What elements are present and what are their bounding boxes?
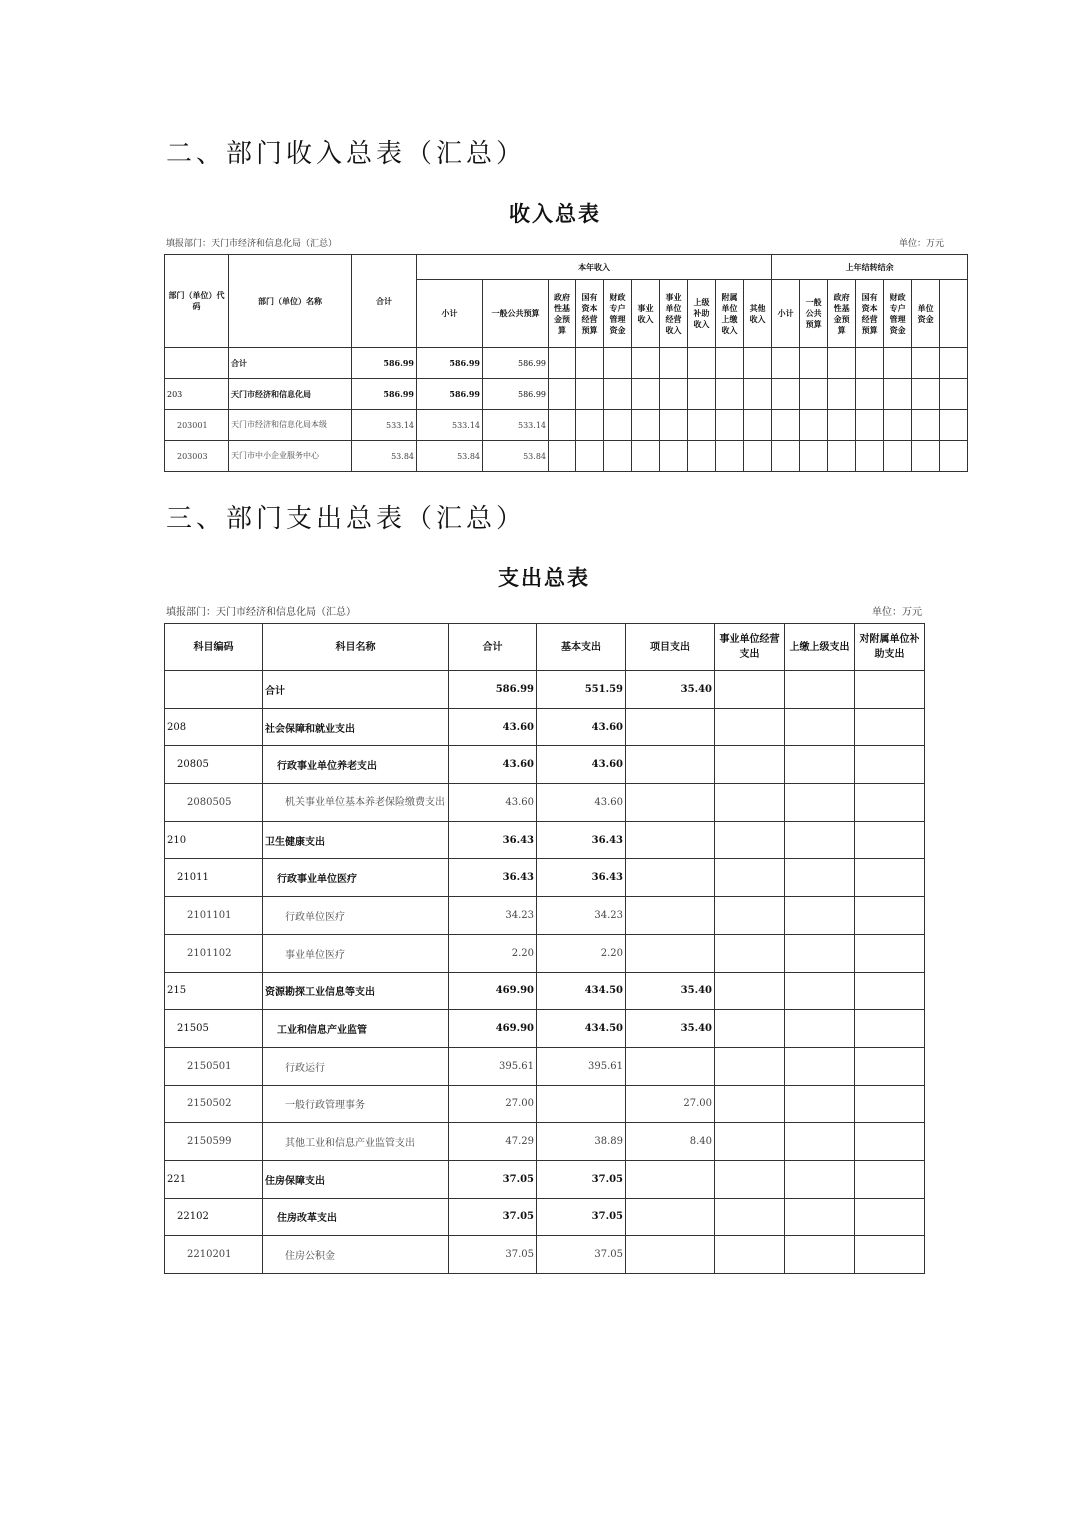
expense-row-basic: 37.05 [537,1198,626,1236]
income-header-current-year: 本年收入 [417,255,772,280]
income-header-total: 合计 [352,255,417,348]
table-row [165,348,968,379]
income-row-subtotal: 586.99 [417,348,483,379]
expense-row-project [626,784,715,822]
income-row-total: 533.14 [352,410,417,441]
table-row [165,746,925,784]
table-row [165,784,925,822]
expense-row-basic: 434.50 [537,1010,626,1048]
expense-header-name: 科目名称 [263,624,449,671]
expense-row-project [626,821,715,859]
expense-row-code: 21505 [165,1010,263,1048]
expense-header-business-op: 事业单位经营支出 [715,624,785,671]
expense-row-project [626,1160,715,1198]
expense-row-basic: 38.89 [537,1123,626,1161]
expense-row-total: 469.90 [449,1010,537,1048]
income-header-fiscal-special: 财政专户管理资金 [604,280,632,348]
expense-row-total: 37.05 [449,1160,537,1198]
expense-dept-label: 填报部门：天门市经济和信息化局（汇总） [166,607,356,618]
expense-table-title: 支出总表 [498,565,590,590]
expense-row-code: 221 [165,1160,263,1198]
table-row [165,379,968,410]
income-row-subtotal: 53.84 [417,441,483,472]
expense-row-project: 35.40 [626,671,715,709]
income-row-code [165,348,229,379]
expense-row-basic: 34.23 [537,897,626,935]
expense-row-project [626,746,715,784]
expense-row-total: 43.60 [449,784,537,822]
table-row [165,671,925,709]
expense-row-code: 2101102 [165,934,263,972]
expense-row-name: 机关事业单位基本养老保险缴费支出 [263,784,449,822]
income-header-upper-subsidy: 上级补助收入 [688,280,716,348]
expense-row-code: 215 [165,972,263,1010]
expense-row-project [626,897,715,935]
expense-row-total: 36.43 [449,859,537,897]
income-row-code: 203 [165,379,229,410]
expense-row-code: 2150502 [165,1085,263,1123]
table-row [165,897,925,935]
income-row-name: 天门市经济和信息化局本级 [229,410,352,441]
expense-row-name: 住房改革支出 [263,1198,449,1236]
expense-header-total: 合计 [449,624,537,671]
expense-unit-label: 单位：万元 [872,607,922,618]
income-header-prev-subtotal: 小计 [772,280,800,348]
expense-row-code: 2080505 [165,784,263,822]
expense-row-project: 35.40 [626,1010,715,1048]
table-row [165,1085,925,1123]
income-row-subtotal: 586.99 [417,379,483,410]
expense-row-basic: 37.05 [537,1236,626,1274]
income-row-total: 53.84 [352,441,417,472]
income-row-code: 203003 [165,441,229,472]
expense-row-name: 行政事业单位医疗 [263,859,449,897]
income-row-code: 203001 [165,410,229,441]
income-row-name: 天门市中小企业服务中心 [229,441,352,472]
income-header-prev-unit-fund: 单位资金 [912,280,940,348]
expense-row-total: 27.00 [449,1085,537,1123]
expense-row-basic [537,1085,626,1123]
income-row-total: 586.99 [352,348,417,379]
expense-row-project [626,859,715,897]
income-row-total: 586.99 [352,379,417,410]
expense-row-code: 20805 [165,746,263,784]
expense-table [164,623,925,1274]
income-row-general: 586.99 [483,379,549,410]
expense-row-code [165,671,263,709]
expense-row-name: 行政事业单位养老支出 [263,746,449,784]
income-row-name: 天门市经济和信息化局 [229,379,352,410]
expense-row-code: 2101101 [165,897,263,935]
expense-row-name: 资源勘探工业信息等支出 [263,972,449,1010]
table-row [165,708,925,746]
expense-row-basic: 37.05 [537,1160,626,1198]
table-row [165,1010,925,1048]
expense-row-code: 2150501 [165,1047,263,1085]
income-unit-label: 单位：万元 [898,239,944,249]
expense-row-code: 22102 [165,1198,263,1236]
income-header-prev-fiscal-special: 财政专户管理资金 [884,280,912,348]
expense-header-basic: 基本支出 [537,624,626,671]
expense-row-project: 8.40 [626,1123,715,1161]
expense-row-total: 586.99 [449,671,537,709]
expense-row-code: 2210201 [165,1236,263,1274]
income-header-business-income: 事业收入 [632,280,660,348]
income-section-heading: 二、部门收入总表（汇总） [166,139,527,169]
expense-row-name: 社会保障和就业支出 [263,708,449,746]
expense-row-total: 36.43 [449,821,537,859]
expense-row-project: 35.40 [626,972,715,1010]
expense-row-code: 208 [165,708,263,746]
income-table-title: 收入总表 [509,201,601,226]
expense-row-total: 34.23 [449,897,537,935]
table-row [165,1160,925,1198]
expense-row-total: 43.60 [449,708,537,746]
expense-row-total: 47.29 [449,1123,537,1161]
table-row [165,821,925,859]
income-header-general-budget: 一般公共预算 [483,280,549,348]
expense-row-name: 住房保障支出 [263,1160,449,1198]
table-row [165,441,968,472]
expense-row-code: 210 [165,821,263,859]
expense-row-project: 27.00 [626,1085,715,1123]
expense-row-basic: 434.50 [537,972,626,1010]
income-header-prev-year: 上年结转结余 [772,255,968,280]
income-header-other-income: 其他收入 [744,280,772,348]
expense-row-basic: 43.60 [537,708,626,746]
income-row-general: 53.84 [483,441,549,472]
income-header-subtotal: 小计 [417,280,483,348]
table-row [165,1047,925,1085]
expense-header-code: 科目编码 [165,624,263,671]
expense-row-total: 37.05 [449,1236,537,1274]
income-table [164,254,968,472]
expense-row-project [626,1236,715,1274]
table-row [165,972,925,1010]
income-header-prev-state-capital: 国有资本经营预算 [856,280,884,348]
expense-row-basic: 43.60 [537,746,626,784]
expense-header-affiliated-subsidy: 对附属单位补助支出 [855,624,925,671]
expense-row-name: 卫生健康支出 [263,821,449,859]
expense-header-project: 项目支出 [626,624,715,671]
expense-row-name: 行政运行 [263,1047,449,1085]
expense-row-basic: 36.43 [537,859,626,897]
income-row-name: 合计 [229,348,352,379]
expense-section-heading: 三、部门支出总表（汇总） [166,504,527,534]
income-header-gov-fund: 政府性基金预算 [549,280,576,348]
income-header-business-op-income: 事业单位经营收入 [660,280,688,348]
expense-row-total: 43.60 [449,746,537,784]
expense-row-name: 住房公积金 [263,1236,449,1274]
expense-header-upper-remit: 上缴上级支出 [785,624,855,671]
income-header-name: 部门（单位）名称 [229,255,352,348]
income-header-blank [940,280,968,348]
table-row [165,934,925,972]
expense-row-total: 469.90 [449,972,537,1010]
expense-row-project [626,1198,715,1236]
expense-row-name: 工业和信息产业监管 [263,1010,449,1048]
expense-row-basic: 2.20 [537,934,626,972]
expense-row-project [626,1047,715,1085]
expense-row-basic: 36.43 [537,821,626,859]
expense-row-name: 事业单位医疗 [263,934,449,972]
expense-row-basic: 43.60 [537,784,626,822]
expense-row-basic: 395.61 [537,1047,626,1085]
expense-row-name: 其他工业和信息产业监管支出 [263,1123,449,1161]
expense-row-project [626,934,715,972]
table-row [165,1198,925,1236]
income-header-code: 部门（单位）代码 [165,255,229,348]
table-row [165,1236,925,1274]
income-row-general: 586.99 [483,348,549,379]
income-header-state-capital: 国有资本经营预算 [576,280,604,348]
table-row [165,410,968,441]
income-header-affiliated-income: 附属单位上缴收入 [716,280,744,348]
expense-row-code: 2150599 [165,1123,263,1161]
expense-row-total: 37.05 [449,1198,537,1236]
income-dept-label: 填报部门：天门市经济和信息化局（汇总） [166,239,338,249]
expense-row-name: 行政单位医疗 [263,897,449,935]
expense-row-name: 一般行政管理事务 [263,1085,449,1123]
table-row [165,1123,925,1161]
expense-row-name: 合计 [263,671,449,709]
income-header-prev-general: 一般公共预算 [800,280,828,348]
table-row [165,859,925,897]
income-row-general: 533.14 [483,410,549,441]
income-header-prev-gov-fund: 政府性基金预算 [828,280,856,348]
expense-row-total: 395.61 [449,1047,537,1085]
expense-row-project [626,708,715,746]
expense-row-total: 2.20 [449,934,537,972]
expense-row-basic: 551.59 [537,671,626,709]
expense-row-code: 21011 [165,859,263,897]
income-row-subtotal: 533.14 [417,410,483,441]
